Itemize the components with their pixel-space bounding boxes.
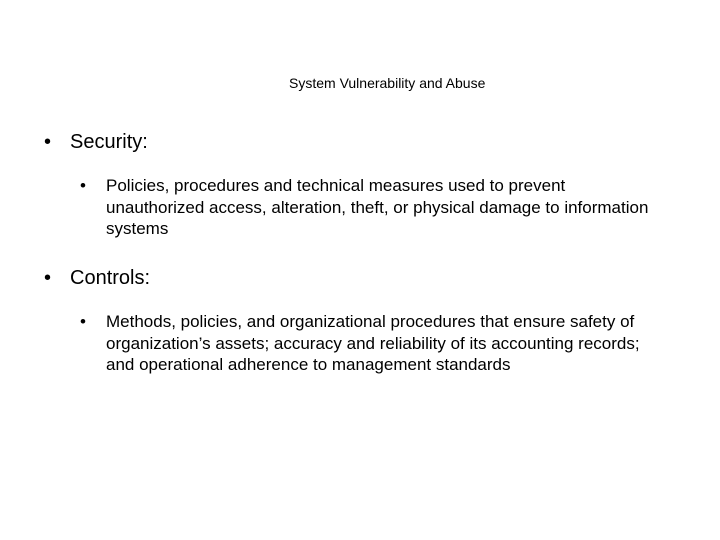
security-definition: Policies, procedures and technical measures used to prevent unauthorized access, alteration, theft, or physical damage to information systems bbox=[106, 176, 649, 238]
security-heading: Security: bbox=[70, 131, 148, 153]
bullet-icon: • bbox=[80, 176, 86, 195]
controls-definition: Methods, policies, and organizational procedures that ensure safety of organization’s assets; accuracy and reliability of its accounting records; and operational adherence to management standards bbox=[106, 312, 640, 374]
slide-title: System Vulnerability and Abuse bbox=[289, 75, 486, 91]
bullet-icon: • bbox=[44, 267, 52, 289]
bullet-icon: • bbox=[44, 131, 52, 153]
controls-heading: Controls: bbox=[70, 267, 151, 289]
bullet-icon: • bbox=[80, 312, 86, 331]
